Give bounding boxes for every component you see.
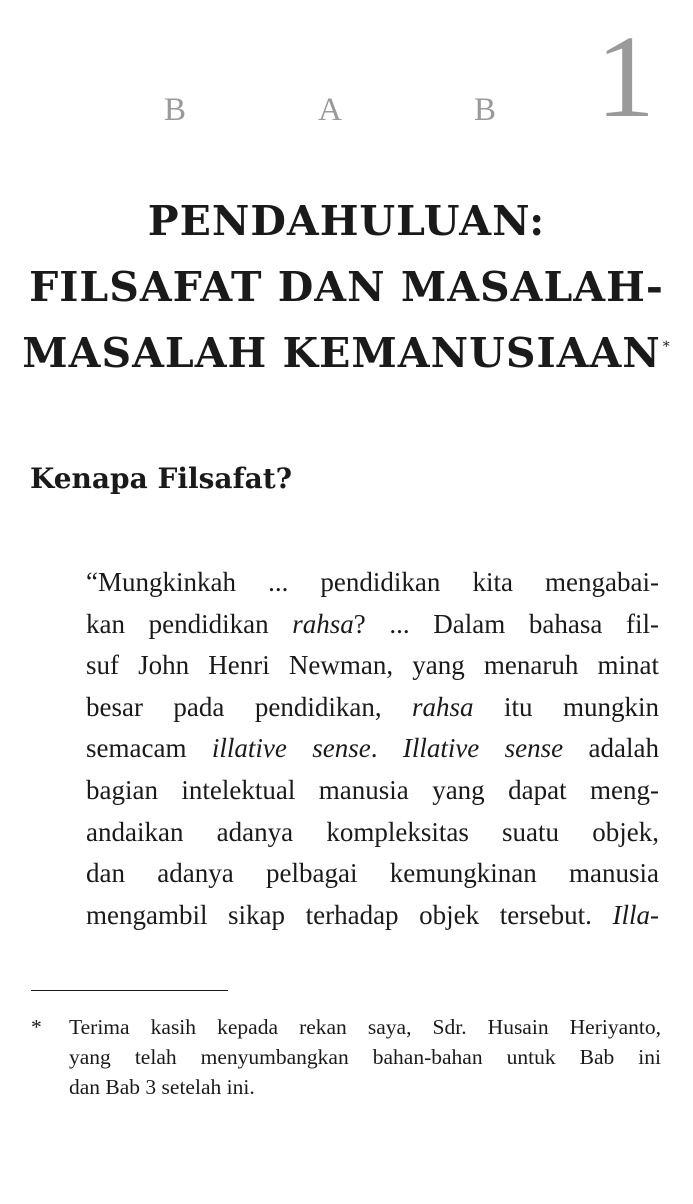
- quote-line: [86, 562, 659, 604]
- chapter-title-line: PENDAHULUAN:: [147, 197, 546, 245]
- quote-text: dan adanya pelbagai kemungkinan manusia: [86, 858, 659, 889]
- chapter-label: [150, 92, 510, 129]
- footnote-line: Terima kasih kepada rekan saya, Sdr. Husain Heriyanto,: [69, 1015, 661, 1039]
- quote-text: besar pada pendidikan,: [86, 691, 413, 722]
- quote-italic-text: rahsa: [292, 608, 354, 639]
- quote-italic-text: Illa-: [612, 899, 659, 930]
- chapter-label-letter: A: [318, 92, 342, 128]
- footnote-divider: [31, 990, 228, 991]
- quote-text: itu mungkin: [473, 691, 659, 722]
- chapter-label-letter: B: [163, 92, 186, 128]
- footnote-text: [69, 1012, 661, 1102]
- quote-line: [86, 770, 659, 812]
- quote-text: semacam: [86, 733, 212, 764]
- quote-text: .: [370, 733, 403, 764]
- quote-italic-text: Illative sense: [402, 733, 564, 764]
- quote-line: [86, 895, 659, 937]
- quote-line: [86, 604, 659, 646]
- chapter-title: [0, 188, 693, 386]
- quote-line: [86, 853, 659, 895]
- chapter-label-letter: B: [473, 92, 496, 128]
- quote-text: suf John Henri Newman, yang menaruh minat: [86, 650, 659, 681]
- quote-text: adalah: [563, 733, 660, 764]
- quote-text: ? ... Dalam bahasa fil-: [353, 608, 659, 639]
- footnote-reference[interactable]: *: [662, 339, 671, 355]
- quote-line: [86, 728, 659, 770]
- block-quote: [86, 562, 659, 936]
- quote-line: [86, 645, 659, 687]
- quote-text: mengambil sikap terhadap objek tersebut.: [86, 899, 613, 930]
- quote-italic-text: illative sense: [211, 733, 371, 764]
- footnote: [31, 1012, 661, 1102]
- chapter-title-line-text: MASALAH KEMANUSIAAN: [22, 329, 661, 377]
- quote-text: “Mungkinkah ... pendidikan kita mengabai-: [86, 567, 659, 597]
- quote-text: bagian intelektual manusia yang dapat meng-: [86, 774, 659, 805]
- footnote-line: yang telah menyumbangkan bahan-bahan untuk Bab ini: [69, 1045, 661, 1069]
- footnote-line: dan Bab 3 setelah ini.: [69, 1075, 255, 1099]
- quote-text: kan pendidikan: [86, 608, 293, 639]
- quote-text: andaikan adanya kompleksitas suatu objek,: [86, 816, 659, 847]
- section-heading: Kenapa Filsafat?: [30, 462, 293, 495]
- chapter-title-line: FILSAFAT DAN MASALAH-: [29, 263, 664, 311]
- chapter-number: 1: [596, 11, 655, 142]
- chapter-title-line: [0, 320, 693, 386]
- quote-line: [86, 687, 659, 729]
- footnote-marker: *: [31, 1015, 42, 1039]
- quote-italic-text: rahsa: [412, 691, 474, 722]
- quote-line: [86, 812, 659, 854]
